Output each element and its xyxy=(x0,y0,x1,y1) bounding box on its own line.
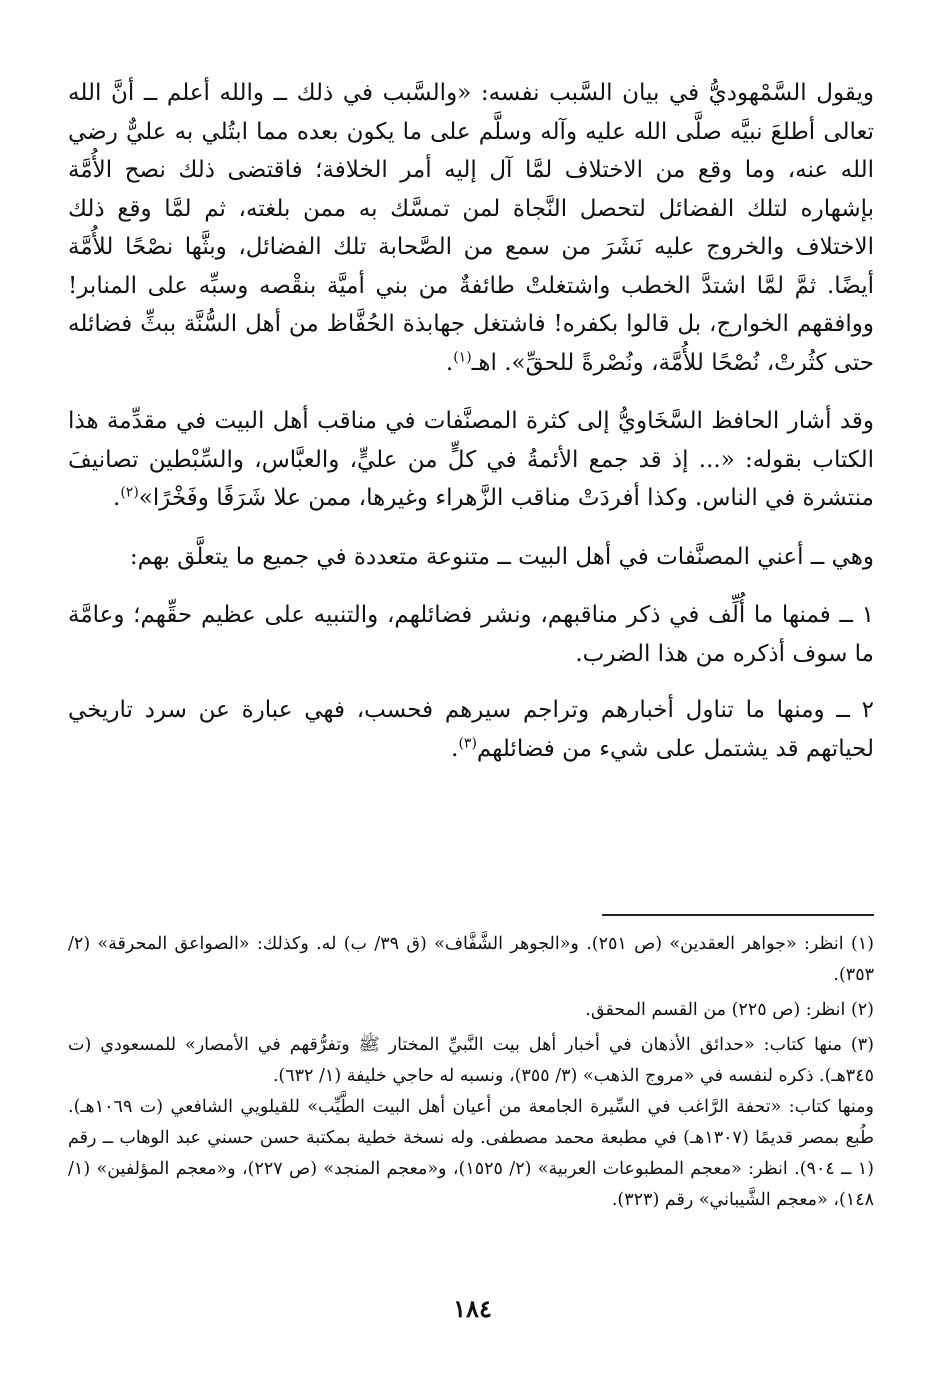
footnote-ref-1[interactable]: (١) xyxy=(453,348,472,365)
list-item-1: ١ ــ فمنها ما أُلِّف في ذكر مناقبهم، ونشر فضائلهم، والتنبيه على عظيم حقِّهم؛ وعامَّة ما سوف أذكره من هذا الضرب. xyxy=(68,602,874,667)
footnote-ref-2[interactable]: (٢) xyxy=(120,484,139,501)
main-text xyxy=(68,74,874,768)
footnote-divider xyxy=(602,914,874,916)
paragraph-samhoudi-quote: ويقول السَّمْهوديُّ في بيان السَّبب نفسه: «والسَّبب في ذلك ــ والله أعلم ــ أنَّ الله تعالى أطلعَ نبيَّه صلَّى الله عليه وآله وسلَّم على ما يكون بعده مما ابتُلي به عليٌّ رضي الله عنه، وما وقع من الاختلاف لمَّا آل إليه أمر الخلافة؛ فاقتضى ذلك نصح الأُمَّة بإشهاره لتلك الفضائل لتحصل النَّجاة لمن تمسَّك به ممن بلغته، ثم لمَّا وقع ذلك الاختلاف والخروج عليه نَشَرَ من سمع من الصَّحابة تلك الفضائل، وبثَّها نصْحًا للأُمَّة أيضًا. ثمَّ لمَّا اشتدَّ الخطب واشتغلتْ طائفةٌ من بني أميَّة بنقْصه وسبِّه على المنابر! ووافقهم الخوارج، بل قالوا بكفره! فاشتغل جهابذة الحُفَّاظ من أهل السُّنَّة ببثِّ فضائله حتى كثُرتْ، نُصْحًا للأُمَّة، ونُصْرةً للحقِّ». اهـ$^{(١)}$. xyxy=(68,80,874,376)
footnote-1: (١) انظر: «جواهر العقدين» (ص ٢٥١). و«الجوهر الشَّفَّاف» (ق ٣٩/ ب) له. وكذلك: «الصواعق المحرقة» (٢/ ٣٥٣). xyxy=(68,934,874,985)
paragraph-types-intro: وهي ــ أعني المصنَّفات في أهل البيت ــ متنوعة متعددة في جميع ما يتعلَّق بهم: xyxy=(129,543,874,570)
footnotes-section xyxy=(68,929,874,1220)
footnote-2: (٢) انظر: (ص ٢٢٥) من القسم المحقق. xyxy=(585,1000,874,1020)
footnote-3-part-b: ومنها كتاب: «تحفة الرَّاغب في السِّيرة الجامعة من أعيان أهل البيت الطَّيِّب» للقيلويي الشافعي (ت ١٠٦٩هـ). طُبع بمصر قديمًا (١٣٠٧هـ) في مطبعة محمد مصطفى. وله نسخة خطية بمكتبة حسن حسني عبد الوهاب ــ رقم (١ ــ ٩٠٤). انظر: «معجم المطبوعات العربية» (٢/ ١٥٢٥)، و«معجم المنجد» (ص ٢٢٧)، و«معجم المؤلفين» (١/ ١٤٨)، «معجم الشَّيباني» رقم (٣٢٣). xyxy=(68,1097,874,1210)
footnote-ref-3[interactable]: (٣) xyxy=(458,734,477,751)
page-number: ١٨٤ xyxy=(453,1294,492,1323)
footnote-3-part-a: (٣) منها كتاب: «حدائق الأذهان في أخبار أهل بيت النَّبيِّ المختار ﷺ وتفرُّقهم في الأمصار» للمسعودي (ت ٣٤٥هـ). ذكره لنفسه في «مروج الذهب» (٣/ ٣٥٥)، ونسبه له حاجي خليفة (١/ ٦٣٢). xyxy=(68,1035,874,1086)
list-item-2: ٢ ــ ومنها ما تناول أخبارهم وتراجم سيرهم فحسب، فهي عبارة عن سرد تاريخي لحياتهم قد يشتمل على شيء من فضائلهم$^{(٣)}$. xyxy=(68,697,874,762)
paragraph-sakhawi-quote: وقد أشار الحافظ السَّخَاويُّ إلى كثرة المصنَّفات في مناقب أهل البيت في مقدِّمة هذا الكتاب بقوله: «... إذ قد جمع الأئمةُ في كلٍّ من عليٍّ، والعبَّاس، والسِّبْطين تصانيفَ منتشرة في الناس. وكذا أفردَتْ مناقب الزَّهراء وغيرها، ممن علا شَرَفًا وفَخْرًا»$^{(٢)}$. xyxy=(68,408,874,511)
